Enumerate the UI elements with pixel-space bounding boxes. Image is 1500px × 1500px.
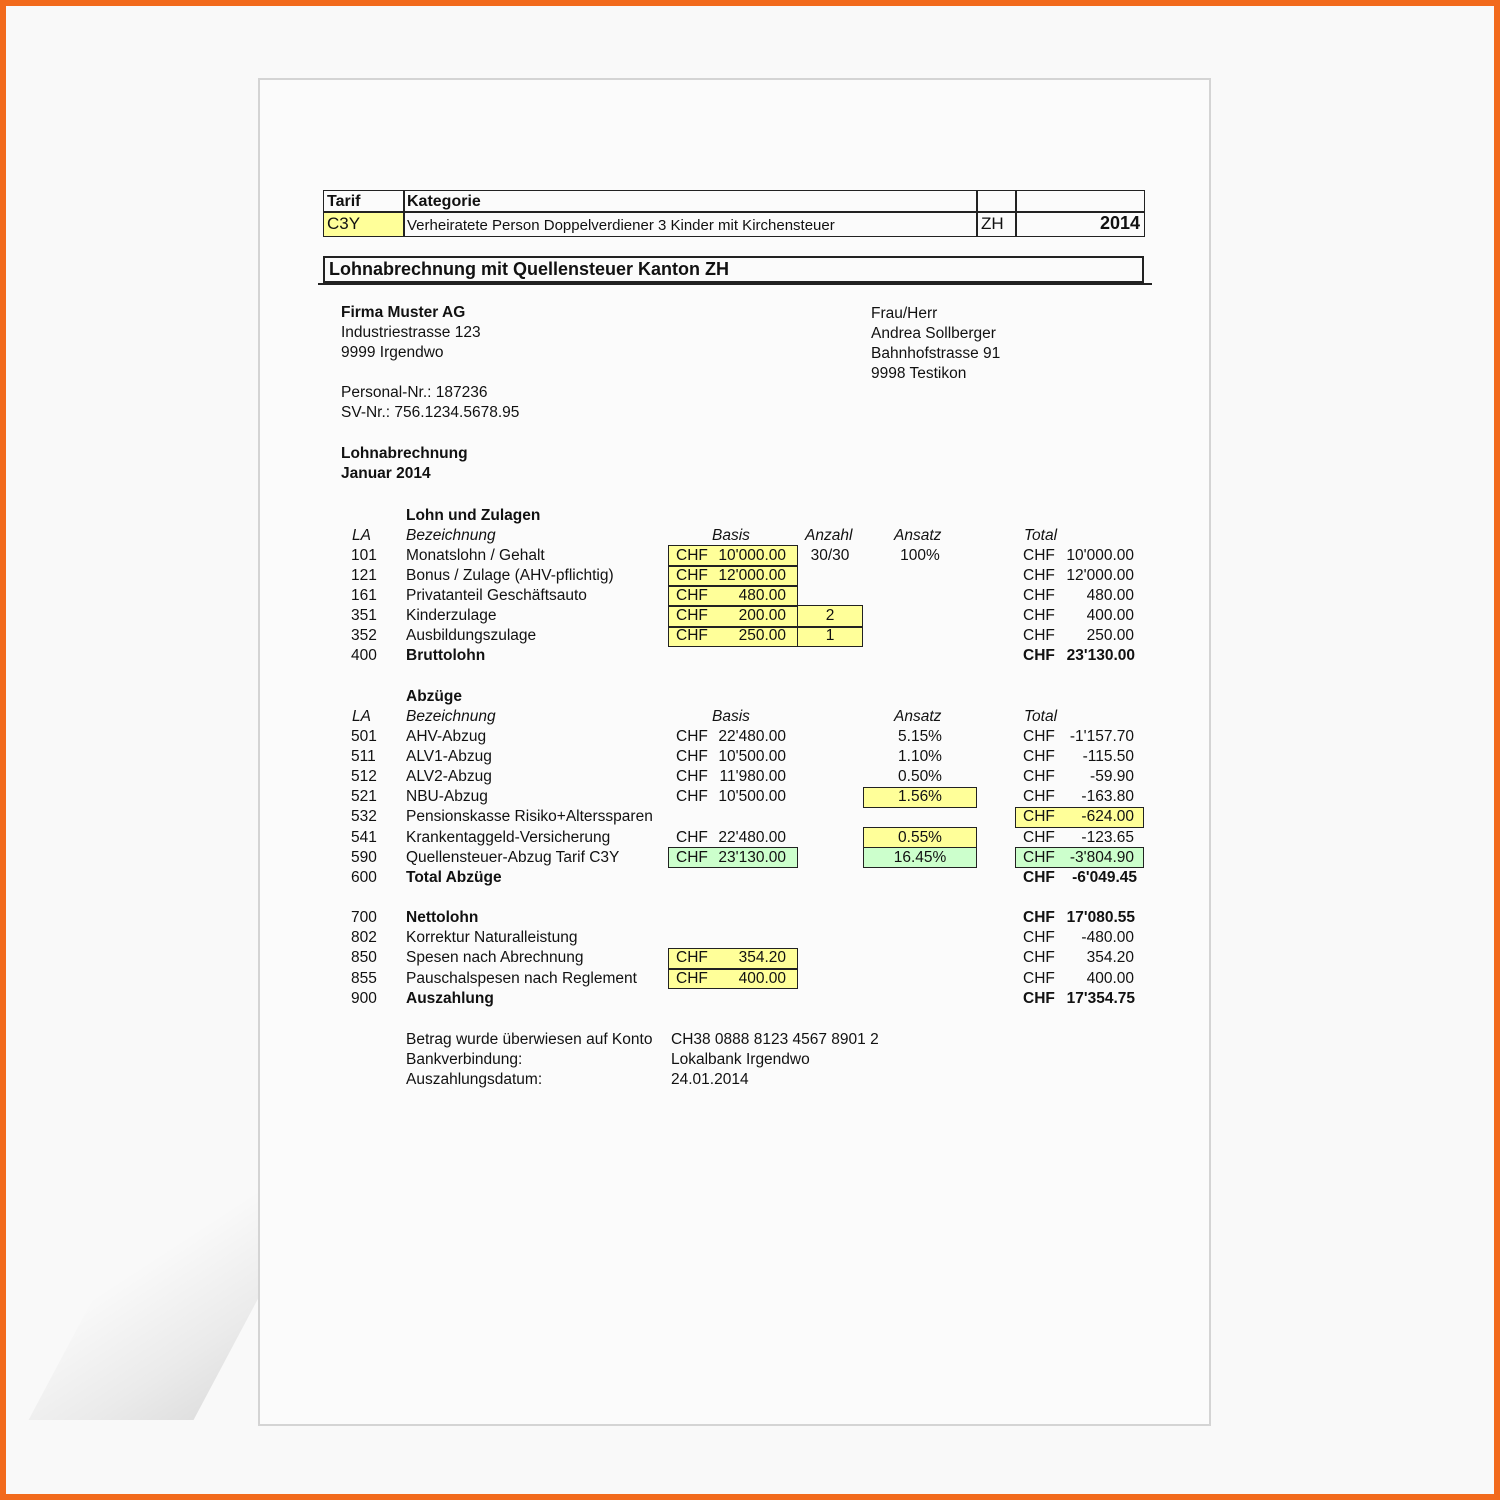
row-label: Bonus / Zulage (AHV-pflichtig) xyxy=(406,567,614,584)
row-total: 17'080.55 xyxy=(1066,909,1135,926)
row-total: 480.00 xyxy=(1086,587,1134,604)
col-bezeichnung: Bezeichnung xyxy=(406,527,496,544)
row-basis-currency: CHF xyxy=(676,607,708,624)
row-total: -163.80 xyxy=(1081,788,1134,805)
row-basis-currency: CHF xyxy=(676,788,708,805)
row-basis: 10'000.00 xyxy=(718,547,786,564)
payment-konto-label: Betrag wurde überwiesen auf Konto xyxy=(406,1031,653,1048)
employee-name: Andrea Sollberger xyxy=(871,325,996,342)
row-basis-currency: CHF xyxy=(676,949,708,966)
row-basis: 480.00 xyxy=(738,587,786,604)
row-label: AHV-Abzug xyxy=(406,728,487,745)
header-col-kategorie: Kategorie xyxy=(407,193,481,210)
row-total-currency: CHF xyxy=(1023,567,1055,584)
row-la: 501 xyxy=(351,728,377,745)
row-ansatz: 0.55% xyxy=(898,829,942,846)
row-total-currency: CHF xyxy=(1023,788,1055,805)
row-basis: 200.00 xyxy=(738,607,786,624)
row-total: -480.00 xyxy=(1081,929,1134,946)
row-label: Auszahlung xyxy=(406,990,494,1007)
row-basis: 22'480.00 xyxy=(718,829,786,846)
row-basis: 400.00 xyxy=(738,970,786,987)
row-label: Monatslohn / Gehalt xyxy=(406,547,545,564)
employer-city: 9999 Irgendwo xyxy=(341,344,444,361)
payment-datum-value: 24.01.2014 xyxy=(671,1071,749,1088)
row-la: 121 xyxy=(351,567,377,584)
row-la: 850 xyxy=(351,949,377,966)
row-basis-currency: CHF xyxy=(676,849,708,866)
row-label: Total Abzüge xyxy=(406,869,502,886)
row-basis-currency: CHF xyxy=(676,627,708,644)
row-la: 351 xyxy=(351,607,377,624)
kategorie-value: Verheiratete Person Doppelverdiener 3 Kinder mit Kirchensteuer xyxy=(407,217,835,234)
employer-street: Industriestrasse 123 xyxy=(341,324,481,341)
row-label: Bruttolohn xyxy=(406,647,486,664)
employer-name: Firma Muster AG xyxy=(341,304,466,321)
row-la: 512 xyxy=(351,768,377,785)
row-label: Ausbildungszulage xyxy=(406,627,537,644)
payment-datum-label: Auszahlungsdatum: xyxy=(406,1071,543,1088)
row-label: Korrektur Naturalleistung xyxy=(406,929,578,946)
row-basis-currency: CHF xyxy=(676,728,708,745)
header-table-vline xyxy=(1015,190,1017,237)
row-label: ALV2-Abzug xyxy=(406,768,492,785)
row-ansatz: 16.45% xyxy=(893,849,947,866)
row-basis-currency: CHF xyxy=(676,567,708,584)
row-basis: 250.00 xyxy=(738,627,786,644)
col-la: LA xyxy=(352,708,371,725)
row-total-currency: CHF xyxy=(1023,728,1055,745)
row-total-currency: CHF xyxy=(1023,949,1055,966)
row-basis: 10'500.00 xyxy=(718,748,786,765)
row-basis-currency: CHF xyxy=(676,768,708,785)
row-la: 802 xyxy=(351,929,377,946)
row-la: 900 xyxy=(351,990,377,1007)
payment-bank-value: Lokalbank Irgendwo xyxy=(671,1051,810,1068)
row-anzahl: 1 xyxy=(825,627,835,644)
col-basis: Basis xyxy=(712,708,750,725)
row-total-currency: CHF xyxy=(1023,849,1055,866)
row-label: Privatanteil Geschäftsauto xyxy=(406,587,587,604)
payment-konto-value: CH38 0888 8123 4567 8901 2 xyxy=(671,1031,879,1048)
row-total: 400.00 xyxy=(1086,970,1134,987)
row-basis-currency: CHF xyxy=(676,748,708,765)
row-total-currency: CHF xyxy=(1023,829,1055,846)
section-abzuege-heading: Abzüge xyxy=(406,688,462,705)
row-basis: 10'500.00 xyxy=(718,788,786,805)
row-ansatz: 100% xyxy=(900,547,940,564)
row-basis: 23'130.00 xyxy=(718,849,786,866)
row-total: 23'130.00 xyxy=(1066,647,1135,664)
row-label: Pauschalspesen nach Reglement xyxy=(406,970,637,987)
row-label: ALV1-Abzug xyxy=(406,748,492,765)
row-total-currency: CHF xyxy=(1023,547,1055,564)
row-total: 250.00 xyxy=(1086,627,1134,644)
row-label: Kinderzulage xyxy=(406,607,497,624)
row-la: 101 xyxy=(351,547,377,564)
row-total-currency: CHF xyxy=(1023,627,1055,644)
row-total-currency: CHF xyxy=(1023,587,1055,604)
row-basis-currency: CHF xyxy=(676,547,708,564)
row-total: -3'804.90 xyxy=(1069,849,1134,866)
row-total: -6'049.45 xyxy=(1072,869,1137,886)
row-total-currency: CHF xyxy=(1023,768,1055,785)
row-la: 590 xyxy=(351,849,377,866)
col-bezeichnung: Bezeichnung xyxy=(406,708,496,725)
row-anzahl: 30/30 xyxy=(810,547,850,564)
row-la: 511 xyxy=(351,748,376,765)
header-table-vline xyxy=(976,190,978,237)
row-total-currency: CHF xyxy=(1023,929,1055,946)
row-la: 161 xyxy=(351,587,377,604)
row-ansatz: 5.15% xyxy=(898,728,942,745)
row-total-currency: CHF xyxy=(1023,970,1055,987)
row-total-currency: CHF xyxy=(1023,607,1055,624)
personal-nr: Personal-Nr.: 187236 xyxy=(341,384,488,401)
row-label: Spesen nach Abrechnung xyxy=(406,949,584,966)
sv-nr: SV-Nr.: 756.1234.5678.95 xyxy=(341,404,520,421)
row-ansatz: 0.50% xyxy=(898,768,942,785)
col-total: Total xyxy=(1024,708,1058,725)
period-month: Januar 2014 xyxy=(341,465,431,482)
period-label: Lohnabrechnung xyxy=(341,445,468,462)
row-basis-currency: CHF xyxy=(676,587,708,604)
row-la: 855 xyxy=(351,970,377,987)
row-basis: 11'980.00 xyxy=(719,768,786,785)
row-label: Pensionskasse Risiko+Alterssparen xyxy=(406,808,653,825)
header-table-vline xyxy=(403,190,405,237)
col-basis: Basis xyxy=(712,527,750,544)
row-anzahl: 2 xyxy=(825,607,835,624)
row-ansatz: 1.56% xyxy=(898,788,942,805)
row-ansatz: 1.10% xyxy=(898,748,942,765)
row-total-currency: CHF xyxy=(1023,808,1055,825)
row-basis: 22'480.00 xyxy=(718,728,786,745)
row-total: -624.00 xyxy=(1081,808,1134,825)
section-lohn-heading: Lohn und Zulagen xyxy=(406,507,541,524)
kanton-value: ZH xyxy=(981,214,1004,233)
row-total: 354.20 xyxy=(1086,949,1134,966)
row-label: NBU-Abzug xyxy=(406,788,488,805)
row-total: 17'354.75 xyxy=(1066,990,1135,1007)
row-total: 400.00 xyxy=(1086,607,1134,624)
header-col-tarif: Tarif xyxy=(327,193,361,210)
payment-bank-label: Bankverbindung: xyxy=(406,1051,523,1068)
row-la: 532 xyxy=(351,808,377,825)
row-label: Krankentaggeld-Versicherung xyxy=(406,829,611,846)
col-anzahl: Anzahl xyxy=(805,527,853,544)
title-underline xyxy=(318,283,1152,285)
row-basis-currency: CHF xyxy=(676,829,708,846)
row-la: 521 xyxy=(351,788,377,805)
row-basis: 12'000.00 xyxy=(718,567,786,584)
jahr-value: 2014 xyxy=(1099,213,1140,233)
row-label: Nettolohn xyxy=(406,909,479,926)
row-total-currency: CHF xyxy=(1023,647,1055,664)
col-ansatz: Ansatz xyxy=(894,527,942,544)
page-title: Lohnabrechnung mit Quellensteuer Kanton ZH xyxy=(329,259,730,279)
row-total-currency: CHF xyxy=(1023,869,1055,886)
tarif-value: C3Y xyxy=(327,214,361,233)
employee-city: 9998 Testikon xyxy=(871,365,967,382)
row-total-currency: CHF xyxy=(1023,909,1055,926)
row-label: Quellensteuer-Abzug Tarif C3Y xyxy=(406,849,620,866)
row-la: 400 xyxy=(351,647,377,664)
row-total: -59.90 xyxy=(1090,768,1134,785)
row-total-currency: CHF xyxy=(1023,748,1055,765)
row-la: 541 xyxy=(351,829,377,846)
row-total: 12'000.00 xyxy=(1066,567,1134,584)
employee-street: Bahnhofstrasse 91 xyxy=(871,345,1001,362)
row-la: 700 xyxy=(351,909,377,926)
row-basis-currency: CHF xyxy=(676,970,708,987)
row-total: -1'157.70 xyxy=(1069,728,1134,745)
col-total: Total xyxy=(1024,527,1058,544)
col-ansatz: Ansatz xyxy=(894,708,942,725)
employee-salutation: Frau/Herr xyxy=(871,305,938,322)
row-total: -123.65 xyxy=(1081,829,1134,846)
col-la: LA xyxy=(352,527,371,544)
row-total-currency: CHF xyxy=(1023,990,1055,1007)
row-total: -115.50 xyxy=(1082,748,1134,765)
row-basis: 354.20 xyxy=(738,949,786,966)
row-total: 10'000.00 xyxy=(1066,547,1134,564)
row-la: 352 xyxy=(351,627,377,644)
row-la: 600 xyxy=(351,869,377,886)
